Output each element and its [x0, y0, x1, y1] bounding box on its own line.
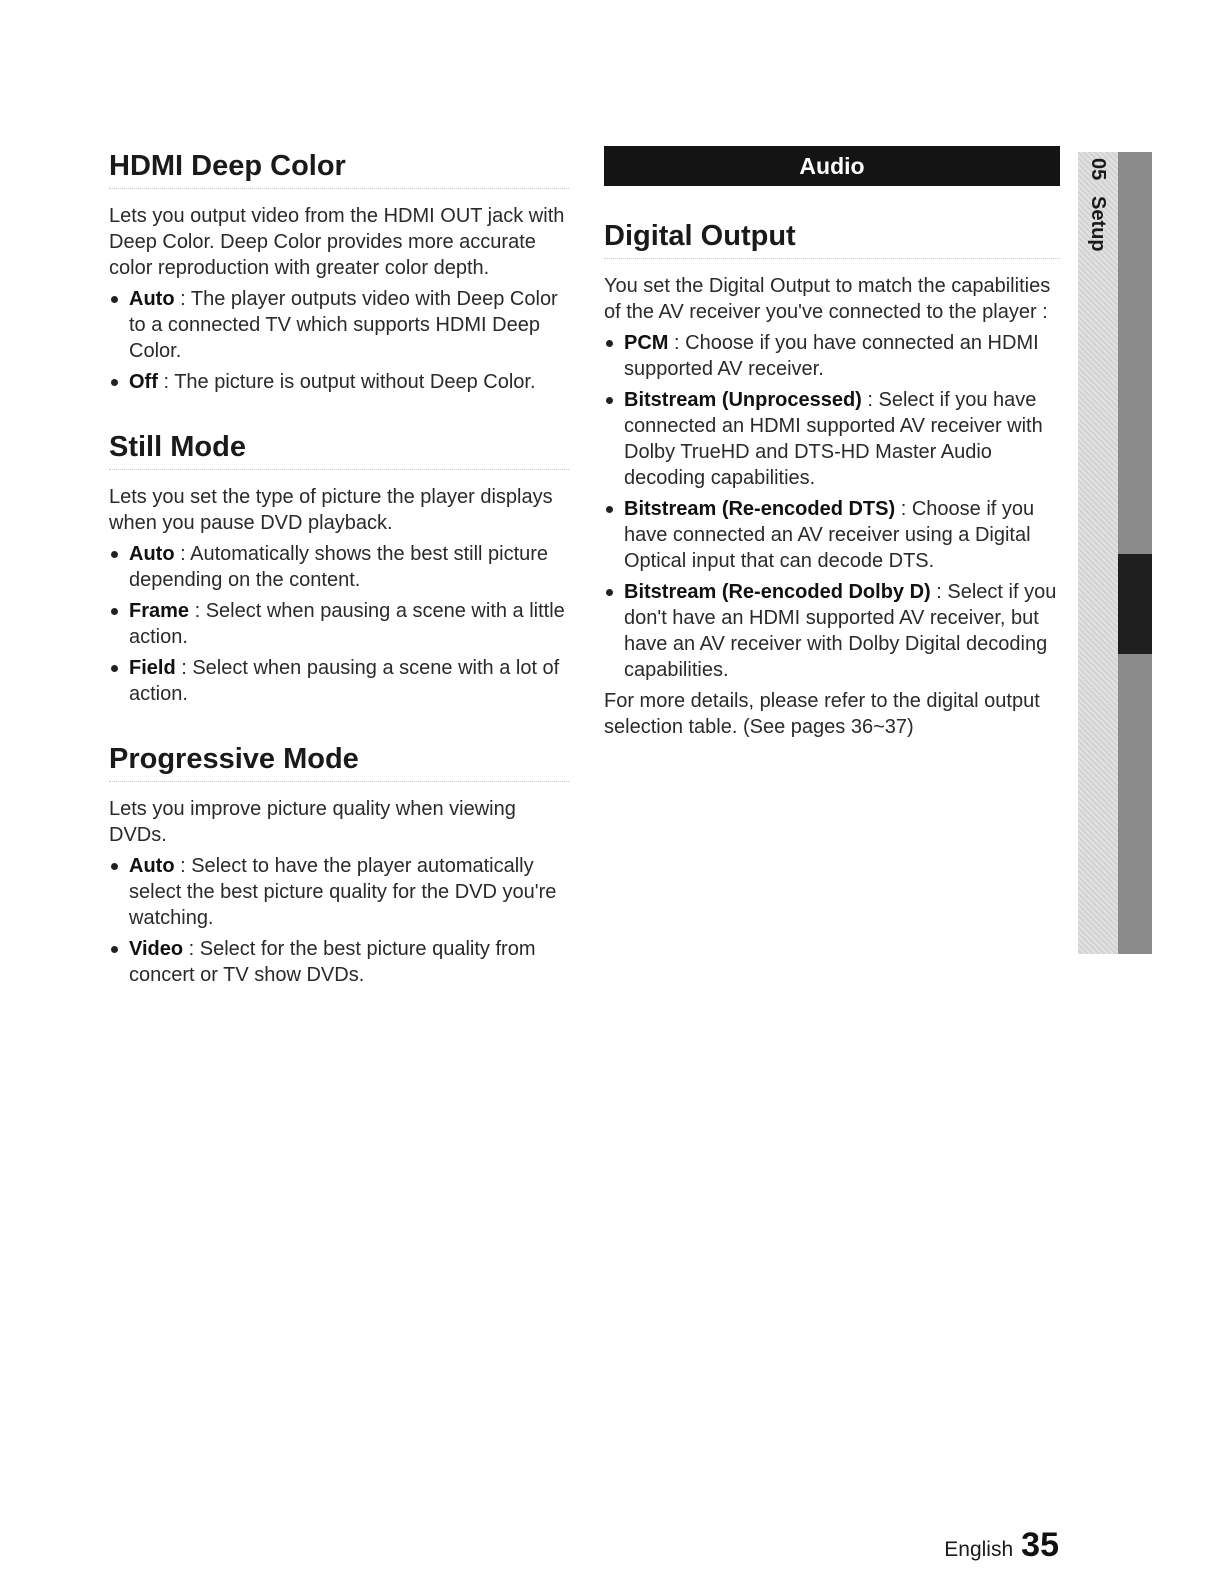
option-description: : Automatically shows the best still picture depending on the content.: [129, 543, 549, 591]
section-intro: You set the Digital Output to match the capabilities of the AV receiver you've connected to the player :: [604, 275, 1051, 323]
option-description: : Select if you have connected an HDMI supported AV receiver with Dolby TrueHD and DTS-HD Master Audio decoding capabilities.: [624, 389, 1043, 489]
option-term: Auto: [129, 288, 175, 310]
option-term: Auto: [129, 855, 175, 877]
option-item: [109, 541, 569, 593]
option-item: [109, 369, 569, 395]
option-list: [109, 286, 569, 395]
option-term: Bitstream (Re-encoded DTS): [624, 498, 896, 520]
section-intro: Lets you improve picture quality when viewing DVDs.: [109, 798, 516, 846]
page-footer: [944, 1526, 1059, 1565]
side-tab-active-marker: [1118, 554, 1152, 654]
section-title: Digital Output: [604, 218, 1060, 259]
option-term: Frame: [129, 600, 190, 622]
option-item: [604, 387, 1060, 491]
option-item: [604, 496, 1060, 574]
option-term: Bitstream (Unprocessed): [624, 389, 862, 411]
option-item: [109, 598, 569, 650]
section-title: HDMI Deep Color: [109, 148, 569, 189]
option-list: [109, 853, 569, 988]
option-description: : The picture is output without Deep Color.: [157, 371, 536, 393]
option-item: [109, 286, 569, 364]
option-item: [604, 330, 1060, 382]
chapter-side-tab: [1078, 152, 1152, 954]
option-description: : Select when pausing a scene with a lot of action.: [129, 657, 560, 705]
option-item: [604, 579, 1060, 683]
option-term: Bitstream (Re-encoded Dolby D): [624, 581, 931, 603]
option-description: : Select to have the player automatically select the best picture quality for the DVD you're watching.: [129, 855, 557, 929]
option-description: : Select when pausing a scene with a little action.: [129, 600, 565, 648]
chapter-label: [1082, 158, 1114, 261]
option-term: Field: [129, 657, 176, 679]
option-item: [109, 936, 569, 988]
option-item: [109, 655, 569, 707]
chapter-number: 05: [1087, 158, 1109, 181]
option-term: Off: [129, 371, 158, 393]
section-intro: Lets you set the type of picture the player displays when you pause DVD playback.: [109, 486, 553, 534]
footer-language: English: [944, 1538, 1014, 1561]
option-item: [109, 853, 569, 931]
section-outro: For more details, please refer to the digital output selection table. (See pages 36~37): [604, 690, 1040, 738]
section-digital-output: [604, 218, 1060, 740]
option-term: Auto: [129, 543, 175, 565]
option-description: : Select if you don't have an HDMI supported AV receiver, but have an AV receiver with Dolby Digital decoding capabilities.: [624, 581, 1057, 681]
section-title: Still Mode: [109, 429, 569, 470]
section-intro: Lets you output video from the HDMI OUT jack with Deep Color. Deep Color provides more accurate color reproduction with greater color depth.: [109, 205, 565, 279]
left-column: [109, 148, 569, 1022]
option-description: : Select for the best picture quality from concert or TV show DVDs.: [129, 938, 536, 986]
category-bar-audio: Audio: [604, 146, 1060, 186]
option-description: : The player outputs video with Deep Color to a connected TV which supports HDMI Deep Color.: [129, 288, 558, 362]
section-title: Progressive Mode: [109, 741, 569, 782]
option-term: PCM: [624, 332, 669, 354]
right-column: [604, 146, 1060, 774]
section-hdmi-deep-color: [109, 148, 569, 395]
page-number: 35: [1021, 1526, 1059, 1564]
side-tab-strip: [1118, 152, 1152, 954]
section-progressive-mode: [109, 741, 569, 988]
option-list: [604, 330, 1060, 683]
option-list: [109, 541, 569, 707]
chapter-name: Setup: [1087, 195, 1109, 252]
option-description: : Choose if you have connected an HDMI supported AV receiver.: [624, 332, 1039, 380]
option-term: Video: [129, 938, 184, 960]
section-still-mode: [109, 429, 569, 707]
option-description: : Choose if you have connected an AV receiver using a Digital Optical input that can decode DTS.: [624, 498, 1035, 572]
